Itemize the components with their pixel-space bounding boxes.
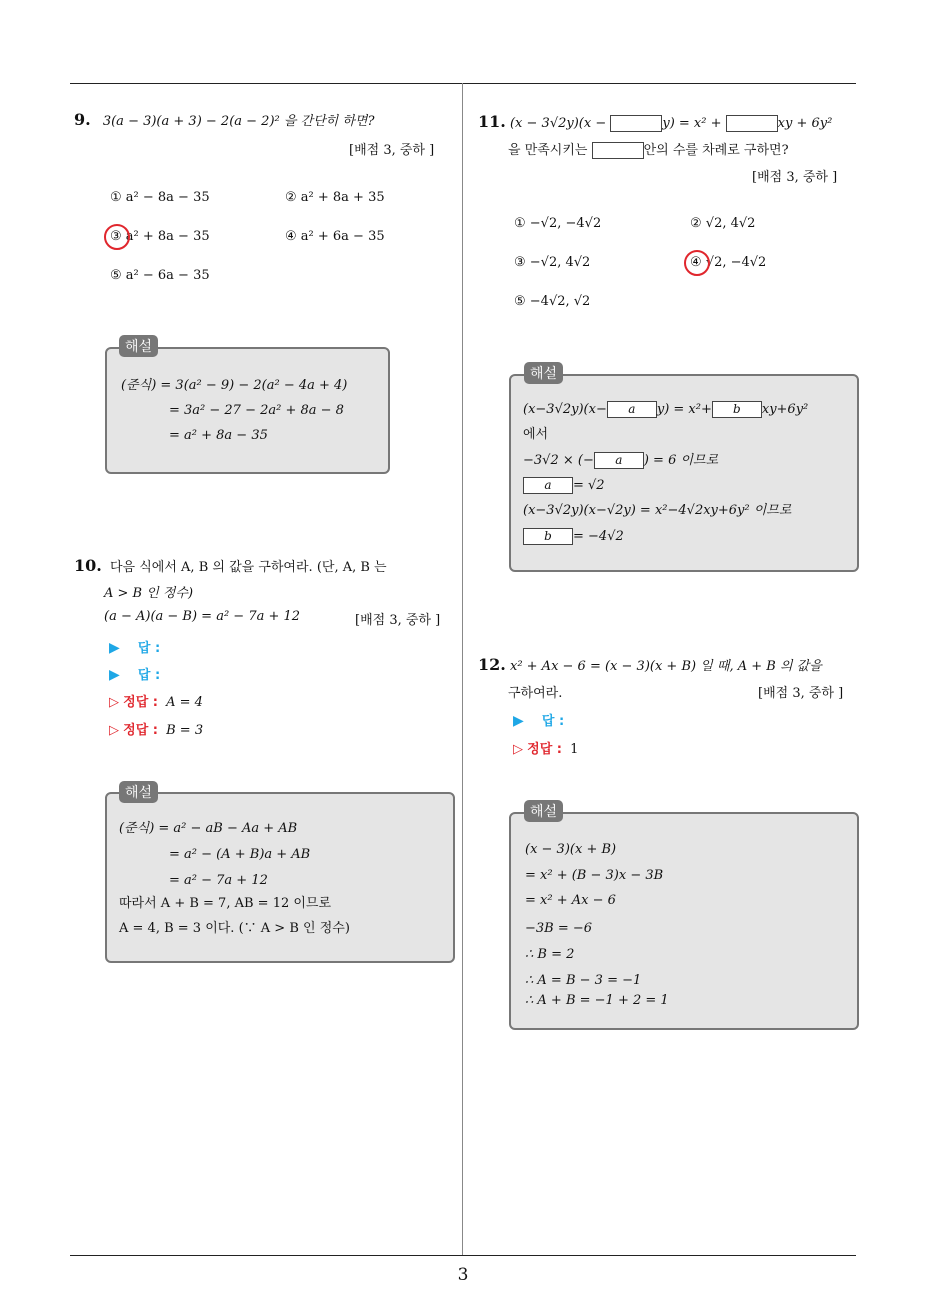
solution-line: (준식) = 3(a² − 9) − 2(a² − 4a + 4) [121,378,348,393]
blank-a: a [607,401,657,418]
answer-row-2[interactable] [109,664,160,683]
play-arrow-icon: ▶ [513,713,524,729]
choice-3[interactable]: ③ a² + 8a − 35 [110,229,210,244]
correct-answer-row-2 [109,719,203,738]
solution-line: 따라서 A + B = 7, AB = 12 이므로 [119,896,332,911]
question-number: 10. [74,556,102,575]
outline-arrow-icon: ▷ [513,742,523,757]
choice-4[interactable]: ④ a² + 6a − 35 [285,229,385,244]
bottom-rule [70,1255,856,1256]
solution-line: −3B = −6 [525,921,593,936]
correct-value: 1 [570,742,579,757]
solution-line: = a² − (A + B)a + AB [169,847,311,862]
choice-1[interactable]: ① −√2, −4√2 [514,216,602,231]
question-10-stem-line [74,556,387,575]
solution-line: ∴ A + B = −1 + 2 = 1 [525,993,669,1008]
solution-part: = −4√2 [573,529,624,544]
blank-b: b [523,528,573,545]
question-meta: [배점 3, 중하 ] [752,170,838,185]
blank-box [610,115,662,132]
solution-line [523,397,808,422]
solution-line: ∴ A = B − 3 = −1 [525,973,642,988]
stem-part: (x − 3√2y)(x − [509,116,607,131]
question-9-stem-line [74,110,374,129]
choice-3[interactable]: ③ −√2, 4√2 [514,255,591,270]
answer-row[interactable] [513,710,564,729]
solution-line: (x−3√2y)(x−√2y) = x²−4√2xy+6y² 이므로 [523,503,792,518]
solution-tag: 해설 [119,335,158,357]
solution-part: (x−3√2y)(x− [523,402,607,417]
column-divider [462,83,463,1255]
solution-box [105,347,390,474]
correct-value: B = 3 [166,723,204,738]
solution-line [523,524,624,549]
stem-part: xy + 6y² [777,116,833,131]
question-meta: [배점 3, 중하 ] [349,143,435,158]
solution-part: −3√2 × (− [523,453,594,468]
solution-line [523,448,718,473]
choice-5[interactable]: ⑤ a² − 6a − 35 [110,268,210,283]
answer-row-1[interactable] [109,637,160,656]
correct-label: 정답 : [123,695,158,710]
stem-part: 을 만족시키는 [508,143,588,158]
outline-arrow-icon: ▷ [109,695,119,710]
top-rule [70,83,856,84]
question-stem: 다음 식에서 A, B 의 값을 구하여라. (단, A, B 는 [109,560,387,575]
question-stem: 3(a − 3)(a + 3) − 2(a − 2)² 을 간단히 하면? [102,114,375,129]
correct-answer-row-1 [109,691,203,710]
correct-answer-row [513,738,578,757]
answer-label: 답 : [137,641,161,656]
correct-value: A = 4 [166,695,203,710]
question-11-stem-line [478,112,832,132]
correct-label: 정답 : [527,742,562,757]
solution-line: 에서 [523,427,549,442]
solution-line: = 3a² − 27 − 2a² + 8a − 8 [169,403,344,418]
blank-box [592,142,644,159]
correct-label: 정답 : [123,723,158,738]
solution-line: (준식) = a² − aB − Aa + AB [119,821,298,836]
choice-2[interactable]: ② √2, 4√2 [690,216,756,231]
answer-label: 답 : [541,714,565,729]
solution-part: y) = x²+ [656,402,712,417]
blank-a: a [594,452,644,469]
answer-label: 답 : [137,668,161,683]
solution-box [105,792,455,963]
solution-tag: 해설 [524,362,563,384]
question-stem-cont: 구하여라. [508,686,563,701]
play-arrow-icon: ▶ [109,667,120,683]
solution-tag: 해설 [119,781,158,803]
blank-a: a [523,477,573,494]
question-number: 9. [74,110,91,129]
solution-line [523,473,605,498]
choice-5[interactable]: ⑤ −4√2, √2 [514,294,591,309]
solution-box [509,374,859,572]
question-equation: (a − A)(a − B) = a² − 7a + 12 [104,609,301,624]
selected-mark-circle [684,250,710,276]
question-meta: [배점 3, 중하 ] [758,686,844,701]
solution-line: (x − 3)(x + B) [525,842,617,857]
blank-b: b [712,401,762,418]
question-11-stem-line-2 [508,139,789,159]
choice-4[interactable]: ④ √2, −4√2 [690,255,767,270]
solution-line: = a² − 7a + 12 [169,873,268,888]
stem-part: y) = x² + [662,116,722,131]
question-meta: [배점 3, 중하 ] [355,613,441,628]
solution-part: xy+6y² [761,402,809,417]
solution-line: = x² + Ax − 6 [525,893,616,908]
choice-2[interactable]: ② a² + 8a + 35 [285,190,385,205]
question-number: 11. [478,112,506,131]
solution-line: = x² + (B − 3)x − 3B [525,868,664,883]
question-stem: x² + Ax − 6 = (x − 3)(x + B) 일 때, A + B 의 값을 [509,659,822,674]
solution-line: ∴ B = 2 [525,947,575,962]
page-number: 3 [457,1265,469,1285]
play-arrow-icon: ▶ [109,640,120,656]
question-number: 12. [478,655,506,674]
choice-1[interactable]: ① a² − 8a − 35 [110,190,210,205]
stem-part: 안의 수를 차례로 구하면? [643,143,789,158]
solution-part: = √2 [573,478,605,493]
solution-line: = a² + 8a − 35 [169,428,268,443]
question-12-stem-line [478,655,822,674]
solution-tag: 해설 [524,800,563,822]
solution-line: A = 4, B = 3 이다. (∵ A > B 인 정수) [119,921,350,936]
solution-box [509,812,859,1030]
question-stem-cont: A > B 인 정수) [104,586,194,601]
blank-box [726,115,778,132]
selected-mark-circle [104,224,130,250]
outline-arrow-icon: ▷ [109,723,119,738]
solution-part: ) = 6 이므로 [643,453,719,468]
